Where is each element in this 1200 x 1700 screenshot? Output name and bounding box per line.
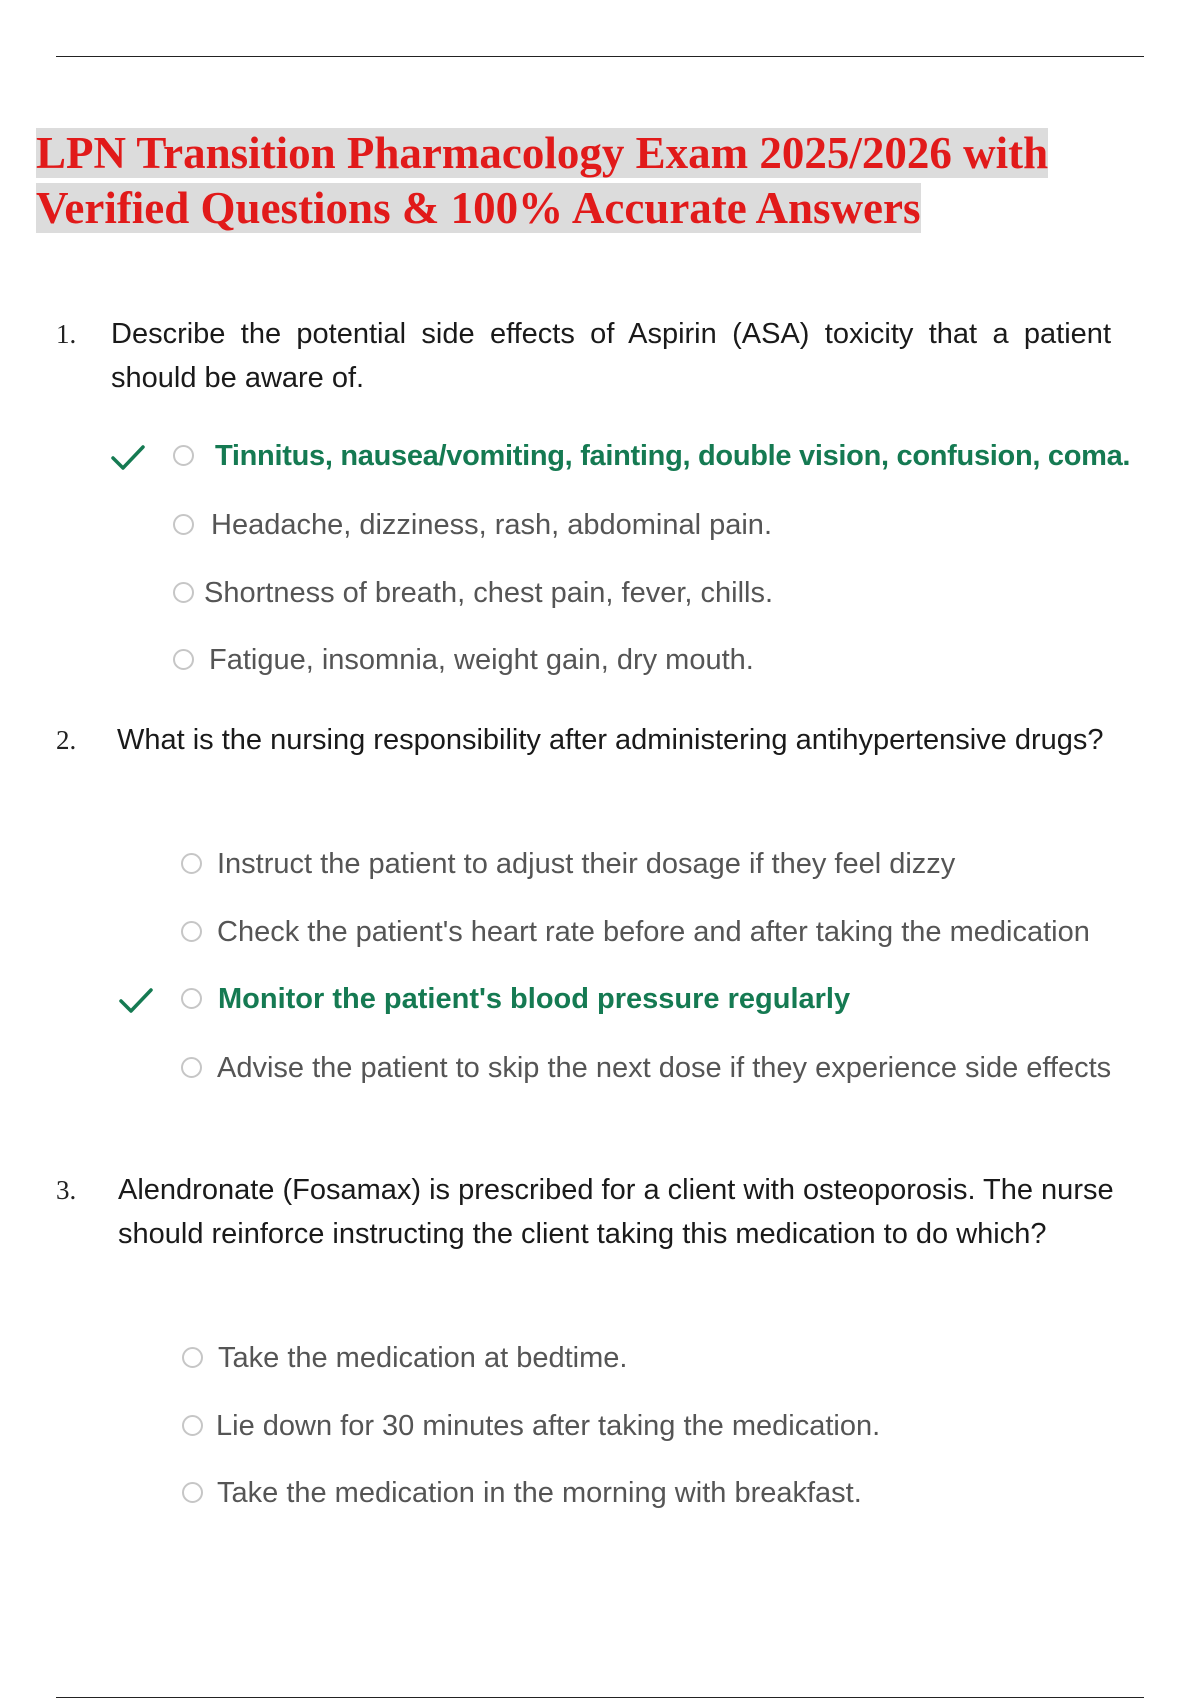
radio-circle-icon[interactable] xyxy=(173,445,194,466)
question-text: What is the nursing responsibility after administering antihypertensive drugs? xyxy=(117,724,1104,756)
check-icon xyxy=(118,977,154,1021)
option-text: Lie down for 30 minutes after taking the medication. xyxy=(216,1410,881,1442)
question-number: 3. xyxy=(56,1175,77,1205)
radio-circle-icon[interactable] xyxy=(182,1415,203,1436)
answer-option[interactable] xyxy=(0,503,1200,547)
option-text: Advise the patient to skip the next dose if they experience side effects xyxy=(217,1052,1112,1084)
radio-circle-icon[interactable] xyxy=(182,1347,203,1368)
option-text: Take the medication in the morning with breakfast. xyxy=(217,1477,862,1509)
answer-option[interactable] xyxy=(0,434,1200,478)
answer-option[interactable] xyxy=(0,1471,1200,1515)
option-text: Headache, dizziness, rash, abdominal pain. xyxy=(211,509,772,541)
answer-option[interactable] xyxy=(0,842,1200,886)
question-number: 2. xyxy=(56,725,77,755)
radio-circle-icon[interactable] xyxy=(173,649,194,670)
bottom-rule xyxy=(56,1697,1144,1698)
option-text: Tinnitus, nausea/vomiting, fainting, double vision, confusion, coma. xyxy=(215,440,1131,472)
answer-option[interactable] xyxy=(0,977,1200,1021)
radio-circle-icon[interactable] xyxy=(182,1482,203,1503)
option-text: Instruct the patient to adjust their dosage if they feel dizzy xyxy=(217,848,956,880)
radio-circle-icon[interactable] xyxy=(173,582,194,603)
answer-option[interactable] xyxy=(0,910,1200,954)
answer-option[interactable] xyxy=(0,1336,1200,1380)
option-text: Take the medication at bedtime. xyxy=(218,1342,628,1374)
title-line-2: Verified Questions & 100% Accurate Answers xyxy=(36,183,921,233)
option-text: Fatigue, insomnia, weight gain, dry mouth. xyxy=(209,644,754,676)
answer-option[interactable] xyxy=(0,638,1200,682)
option-text: Monitor the patient's blood pressure regularly xyxy=(218,983,851,1015)
option-text: Check the patient's heart rate before and after taking the medication xyxy=(217,916,1090,948)
radio-circle-icon[interactable] xyxy=(181,1057,202,1078)
answer-option[interactable] xyxy=(0,1404,1200,1448)
radio-circle-icon[interactable] xyxy=(173,514,194,535)
question-number: 1. xyxy=(56,319,77,349)
answer-option[interactable] xyxy=(0,1046,1200,1090)
answer-option[interactable] xyxy=(0,571,1200,615)
check-icon xyxy=(110,434,146,478)
top-rule xyxy=(56,56,1144,57)
radio-circle-icon[interactable] xyxy=(181,921,202,942)
title-line-1: LPN Transition Pharmacology Exam 2025/2026 with xyxy=(36,128,1049,178)
radio-circle-icon[interactable] xyxy=(181,853,202,874)
question-text: Alendronate (Fosamax) is prescribed for a client with osteoporosis. The nurse should reinforce instructing the client taking this medication to do which? xyxy=(118,1174,1114,1250)
radio-circle-icon[interactable] xyxy=(181,988,202,1009)
question-text: Describe the potential side effects of Aspirin (ASA) toxicity that a patient should be aware of. xyxy=(111,318,1111,394)
option-text: Shortness of breath, chest pain, fever, chills. xyxy=(204,577,774,609)
page-title xyxy=(36,126,1166,236)
